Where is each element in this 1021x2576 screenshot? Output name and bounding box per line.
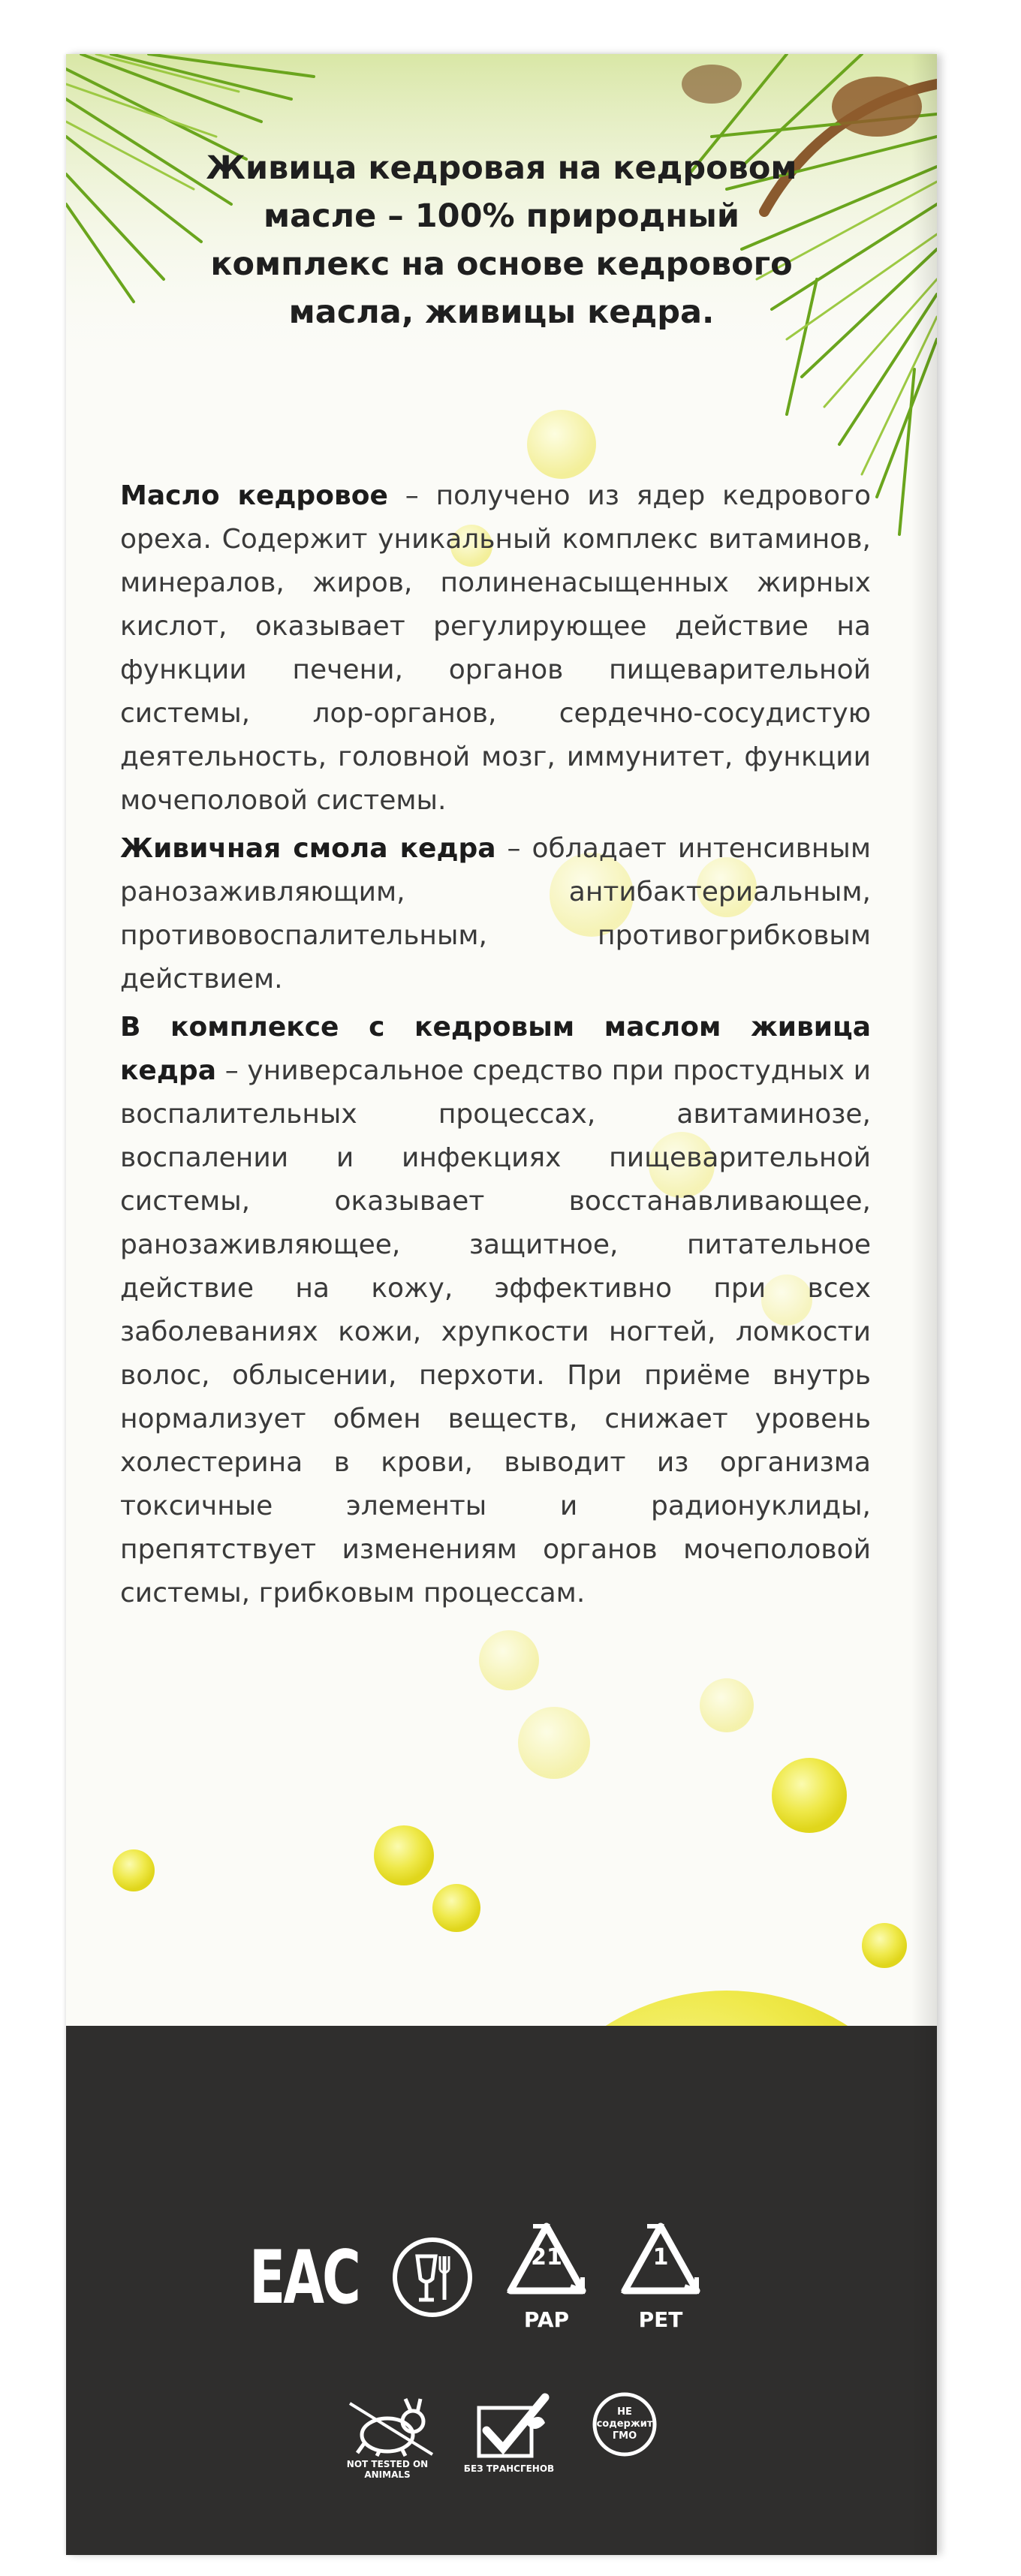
recycle-pet-icon [616, 2219, 706, 2339]
recycle-pap-icon [501, 2219, 592, 2339]
paragraph-cedar-oil-title: Масло кедровое [120, 480, 388, 511]
glass-fork-icon [390, 2235, 474, 2319]
paragraph-resin-body: – обладает интенсивным ранозаживляющим, антибактериальным, противовоспалительным, противогрибковым действием. [120, 833, 871, 995]
eac-mark-icon: EAC [249, 2235, 359, 2321]
description-text [120, 474, 871, 1620]
paragraph-cedar-oil-body: – получено из ядер кедрового ореха. Содержит уникальный комплекс витаминов, минералов, жиров, полиненасыщенных жирных кислот, оказывает регулирующее действие на функции печени, органов пищеварительной системы, лор-органов, сердечно-сосудистую деятельность, головной мозг, иммунитет, функции мочеполовой системы. [120, 480, 871, 816]
paragraph-resin [120, 827, 871, 1001]
paragraph-complex-title: В комплексе с кедровым маслом живица кедра [120, 1012, 871, 1086]
recycle-pap-code: PAP [523, 2307, 570, 2332]
recycle-pet-code: PET [638, 2307, 683, 2332]
product-box-panel [66, 54, 937, 2555]
paragraph-resin-title: Живичная смола кедра [120, 833, 496, 864]
recycle-pet-number: 1 [652, 2244, 669, 2271]
no-transgenes-caption: БЕЗ ТРАНСГЕНОВ [463, 2463, 555, 2474]
paragraph-cedar-oil [120, 474, 871, 823]
paragraph-complex-body: – универсальное средство при простудных и воспалительных процессах, авитаминозе, воспалении и инфекциях пищеварительной системы, оказывает восстанавливающее, ранозаживляющее, защитное, питательное действие на кожу, эффективно при всех заболеваниях кожи, хрупкости ногтей, ломкости волос, облысении, перхоти. При приёме внутрь нормализует обмен веществ, снижает уровень холестерина в крови, выводит из организма токсичные элементы и радионуклиды, препятствует изменениям органов мочеполовой системы, грибковым процессам. [120, 1055, 871, 1608]
no-transgenes-icon [456, 2393, 562, 2483]
no-gmo-icon [592, 2391, 658, 2457]
not-tested-caption: NOT TESTED ON ANIMALS [346, 2459, 429, 2480]
no-gmo-caption: НЕ содержит ГМО [596, 2406, 653, 2442]
recycle-pap-number: 21 [531, 2244, 562, 2271]
headline: Живица кедровая на кедровом масле – 100% природный комплекс на основе кедрового масла, живицы кедра. [206, 149, 797, 331]
not-tested-on-animals-icon [327, 2397, 447, 2480]
paragraph-complex [120, 1006, 871, 1615]
